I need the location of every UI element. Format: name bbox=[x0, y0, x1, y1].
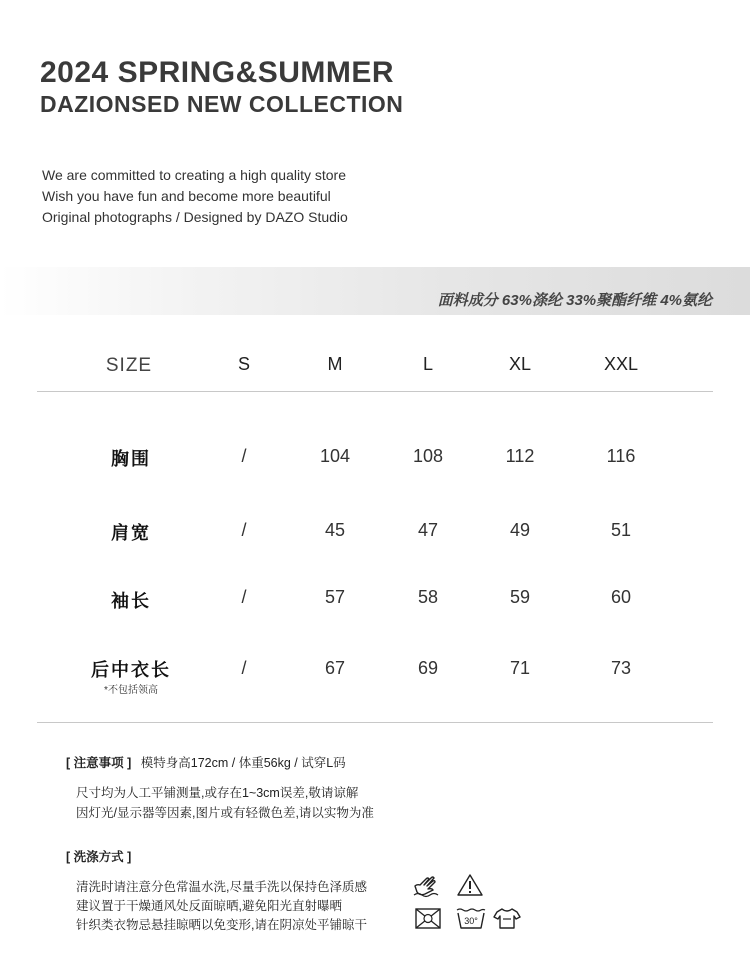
table-cell: 69 bbox=[417, 658, 439, 678]
row-label-back-length: 后中衣长 bbox=[91, 660, 171, 680]
size-column-header: S bbox=[237, 354, 250, 374]
size-column-header: XXL bbox=[603, 354, 639, 374]
table-cell: 60 bbox=[610, 587, 632, 607]
row-note: *不包括领高 bbox=[104, 685, 158, 696]
notes-header-line bbox=[66, 753, 346, 771]
care-line: 清洗时请注意分色常温水洗,尽量手洗以保持色泽质感 bbox=[76, 880, 367, 894]
table-cell: 104 bbox=[319, 446, 351, 466]
table-cell: 47 bbox=[417, 520, 439, 540]
table-cell: / bbox=[241, 658, 247, 678]
wash-30-icon bbox=[455, 905, 487, 931]
collection-title: 2024 SPRING&SUMMER bbox=[40, 56, 395, 89]
table-cell: 108 bbox=[412, 446, 444, 466]
row-label-shoulder: 肩宽 bbox=[111, 523, 151, 543]
slogan-line: Original photographs / Designed by DAZO Studio bbox=[42, 209, 348, 225]
table-cell: 59 bbox=[509, 587, 531, 607]
row-label-sleeve: 袖长 bbox=[111, 591, 151, 611]
no-tumble-dry-icon bbox=[413, 905, 443, 931]
size-header-label: SIZE bbox=[105, 355, 153, 376]
fabric-band bbox=[0, 267, 750, 315]
table-cell: / bbox=[241, 587, 247, 607]
note-line: 因灯光/显示器等因素,图片或有轻微色差,请以实物为准 bbox=[76, 806, 374, 820]
table-cell: / bbox=[241, 446, 247, 466]
table-cell: 73 bbox=[610, 658, 632, 678]
wash-temp-label: 30° bbox=[464, 916, 478, 926]
table-cell: 58 bbox=[417, 587, 439, 607]
size-column-header: L bbox=[422, 354, 433, 374]
table-cell: 112 bbox=[505, 446, 535, 466]
table-divider-top bbox=[37, 391, 713, 392]
hand-wash-icon bbox=[412, 872, 442, 898]
table-divider-bottom bbox=[37, 722, 713, 723]
size-column-header: M bbox=[327, 354, 343, 374]
fabric-composition: 面料成分 63%涤纶 33%聚酯纤维 4%氨纶 bbox=[437, 292, 712, 309]
notes-heading: [ 注意事项 ] bbox=[66, 756, 132, 770]
collection-subtitle: DAZIONSED NEW COLLECTION bbox=[40, 91, 404, 117]
size-column-header: XL bbox=[508, 354, 532, 374]
care-line: 针织类衣物忌悬挂晾晒以免变形,请在阴凉处平铺晾干 bbox=[76, 918, 367, 932]
model-info: 模特身高172cm / 体重56kg / 试穿L码 bbox=[140, 756, 346, 770]
warning-icon bbox=[455, 872, 485, 898]
care-line: 建议置于干燥通风处反面晾晒,避免阳光直射曝晒 bbox=[76, 899, 342, 913]
table-cell: / bbox=[241, 520, 247, 540]
row-label-chest: 胸围 bbox=[111, 449, 151, 469]
care-heading: [ 洗涤方式 ] bbox=[66, 850, 132, 864]
table-cell: 57 bbox=[324, 587, 346, 607]
table-cell: 67 bbox=[324, 658, 346, 678]
table-cell: 71 bbox=[509, 658, 531, 678]
table-cell: 116 bbox=[606, 446, 636, 466]
table-cell: 51 bbox=[610, 520, 632, 540]
slogan-line: Wish you have fun and become more beautiful bbox=[42, 188, 331, 204]
table-cell: 49 bbox=[509, 520, 531, 540]
flat-dry-shirt-icon bbox=[492, 905, 522, 931]
slogan-line: We are committed to creating a high quality store bbox=[42, 167, 347, 183]
note-line: 尺寸均为人工平铺测量,或存在1~3cm误差,敬请谅解 bbox=[76, 786, 359, 800]
table-cell: 45 bbox=[324, 520, 346, 540]
